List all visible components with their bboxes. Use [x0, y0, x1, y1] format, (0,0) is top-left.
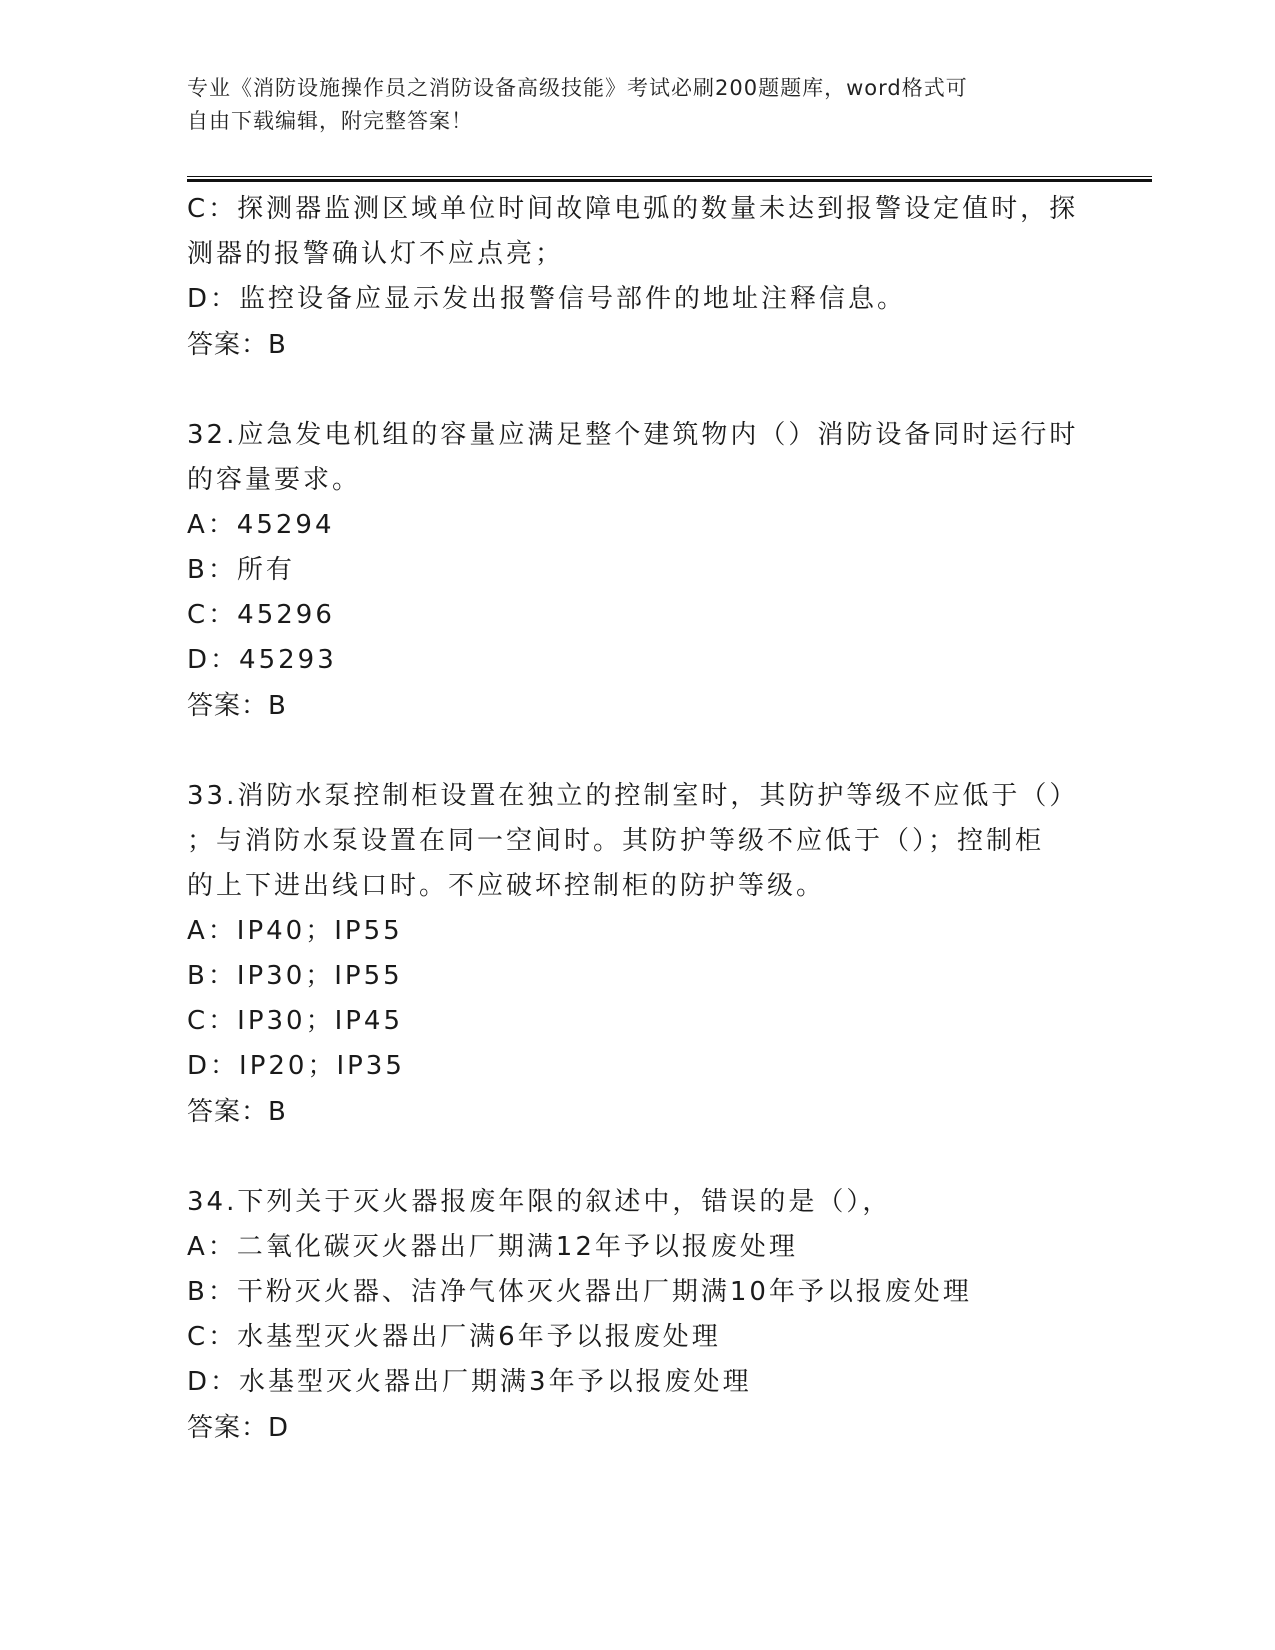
question-34 [187, 1180, 1087, 1451]
header-line-2: 自由下载编辑，附完整答案！ [187, 109, 473, 133]
option-d: D：45293 [187, 645, 337, 675]
answer-value: B [268, 330, 287, 360]
question-32 [187, 413, 1087, 729]
option-c: C：水基型灭火器出厂满6年予以报废处理 [187, 1322, 721, 1352]
option-c-line-2: 测器的报警确认灯不应点亮； [187, 239, 565, 269]
question-stem-line-2: 的容量要求。 [187, 465, 362, 495]
option-b: B：干粉灭火器、洁净气体灭火器出厂期满10年予以报废处理 [187, 1277, 972, 1307]
question-stem-line-1: 34.下列关于灭火器报废年限的叙述中，错误的是（）， [187, 1187, 892, 1217]
question-31-tail [187, 187, 1087, 368]
option-c: C：IP30；IP45 [187, 1006, 404, 1036]
option-b: B：所有 [187, 555, 295, 585]
question-stem-line-3: 的上下进出线口时。不应破坏控制柜的防护等级。 [187, 871, 826, 901]
answer [187, 1405, 1087, 1451]
spacer [187, 729, 1087, 774]
option-c: C：45296 [187, 600, 335, 630]
answer [187, 322, 1087, 368]
option-b: B：IP30；IP55 [187, 961, 403, 991]
question-stem-line-1: 32.应急发电机组的容量应满足整个建筑物内（）消防设备同时运行时 [187, 420, 1079, 450]
option-d: D：IP20；IP35 [187, 1051, 405, 1081]
spacer [187, 368, 1087, 413]
answer-value: B [268, 1097, 287, 1127]
answer-label: 答案： [187, 691, 269, 721]
answer-label: 答案： [187, 1097, 269, 1127]
answer-value: D [268, 1413, 290, 1443]
spacer [187, 1135, 1087, 1180]
option-c-line-1: C：探测器监测区域单位时间故障电弧的数量未达到报警设定值时，探 [187, 194, 1079, 224]
option-d: D：监控设备应显示发出报警信号部件的地址注释信息。 [187, 284, 907, 314]
answer-label: 答案： [187, 1413, 269, 1443]
answer-value: B [268, 691, 287, 721]
option-a: A：45294 [187, 510, 335, 540]
header-divider [187, 176, 1152, 182]
option-d: D：水基型灭火器出厂期满3年予以报废处理 [187, 1367, 752, 1397]
option-a: A：二氧化碳灭火器出厂期满12年予以报废处理 [187, 1232, 798, 1262]
question-33 [187, 774, 1087, 1135]
question-stem-line-2: ；与消防水泵设置在同一空间时。其防护等级不应低于（）；控制柜 [187, 826, 1045, 856]
option-a: A：IP40；IP55 [187, 916, 403, 946]
answer [187, 683, 1087, 729]
question-stem-line-1: 33.消防水泵控制柜设置在独立的控制室时，其防护等级不应低于（） [187, 781, 1079, 811]
document-header [187, 72, 1067, 138]
document-body [187, 187, 1087, 1451]
answer [187, 1089, 1087, 1135]
header-line-1: 专业《消防设施操作员之消防设备高级技能》考试必刷200题题库，word格式可 [187, 76, 968, 100]
answer-label: 答案： [187, 330, 269, 360]
